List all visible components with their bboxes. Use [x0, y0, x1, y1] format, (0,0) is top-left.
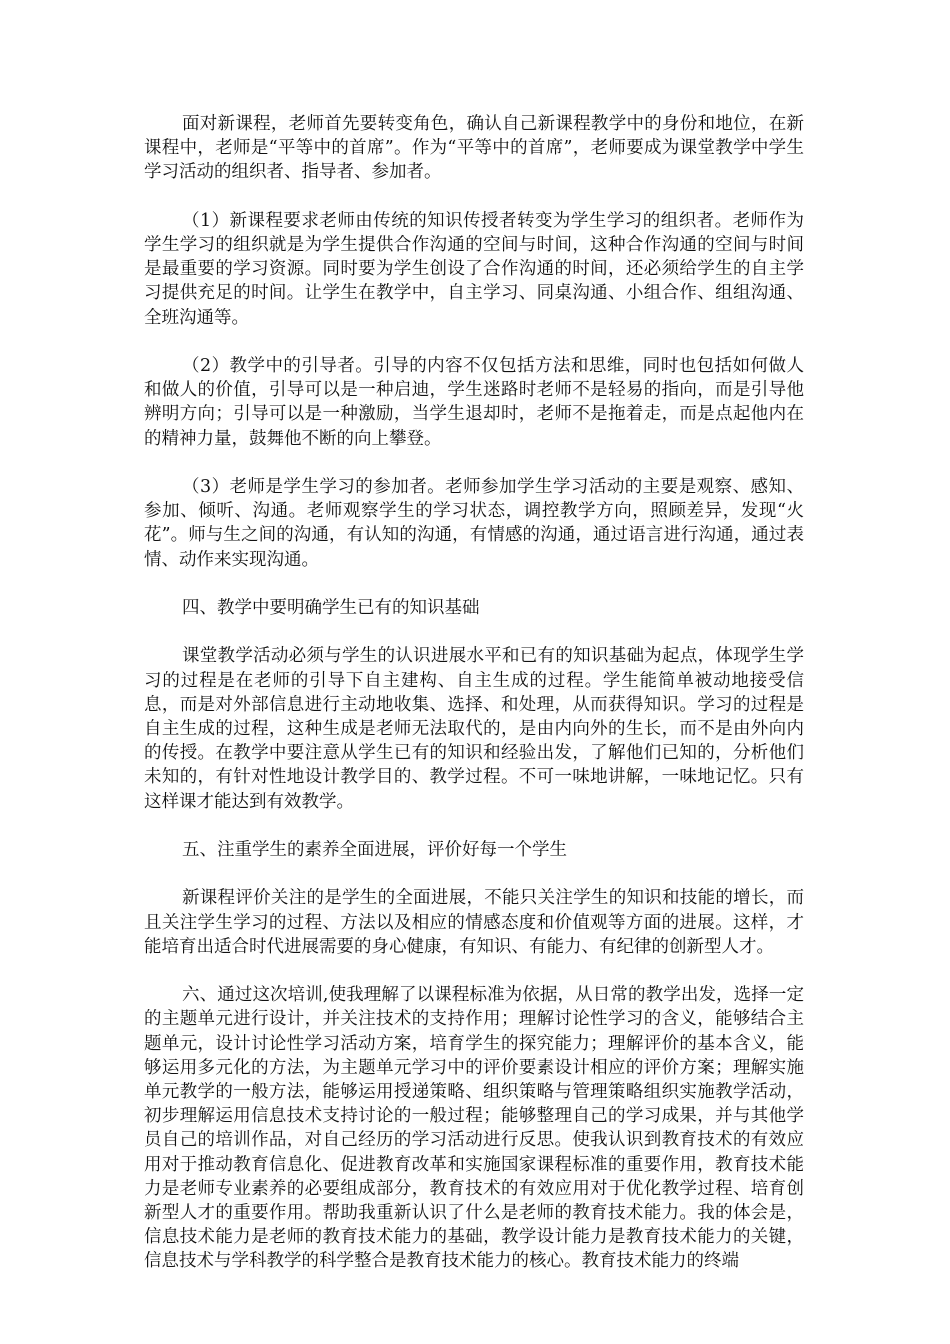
section-heading-5: 五、注重学生的素养全面进展，评价好每一个学生: [182, 840, 567, 860]
paragraph-organizer: （1）新课程要求老师由传统的知识传授者转变为学生学习的组织者。老师作为学生学习的组织就是为学生提供合作沟通的空间与时间，这种合作沟通的空间与时间是最重要的学习资源。同时要为学生创设了合作沟通的时间，还必须给学生的自主学习提供充足的时间。让学生在教学中，自主学习、同桌沟通、小组合作、组组沟通、全班沟通等。: [144, 210, 804, 328]
paragraph-training: 六、通过这次培训,使我理解了以课程标准为依据，从日常的教学出发，选择一定的主题单元进行设计，并关注技术的支持作用；理解讨论性学习的含义，能够结合主题单元，设计讨论性学习活动方案，培育学生的探究能力；理解评价的基本含义，能够运用多元化的方法，为主题单元学习中的评价要素设计相应的评价方案；理解实施单元教学的一般方法，能够运用授递策略、组织策略与管理策略组织实施教学活动，初步理解运用信息技术支持讨论的一般过程；能够整理自己的学习成果，并与其他学员自己的培训作品，对自己经历的学习活动进行反思。使我认识到教育技术的有效应用对于推动教育信息化、促进教育改革和实施国家课程标准的重要作用，教育技术能力是老师专业素养的必要组成部分，教育技术的有效应用对于优化教学过程、培育创新型人才的重要作用。帮助我重新认识了什么是老师的教育技术能力。我的体会是，信息技术能力是老师的教育技术能力的基础，教学设计能力是教育技术能力的关键，信息技术与学科教学的科学整合是教育技术能力的核心。教育技术能力的终端: [144, 985, 804, 1272]
document-body: [144, 112, 804, 1298]
paragraph-evaluation: 新课程评价关注的是学生的全面进展，不能只关注学生的知识和技能的增长，而且关注学生学习的过程、方法以及相应的情感态度和价值观等方面的进展。这样，才能培育出适合时代进展需要的身心健康，有知识、有能力、有纪律的创新型人才。: [144, 888, 804, 957]
section-heading-4: 四、教学中要明确学生已有的知识基础: [182, 598, 480, 618]
paragraph-knowledge-base: 课堂教学活动必须与学生的认识进展水平和已有的知识基础为起点，体现学生学习的过程是在老师的引导下自主建构、自主生成的过程。学生能简单被动地接受信息，而是对外部信息进行主动地收集、选择、和处理，从而获得知识。学习的过程是自主生成的过程，这种生成是老师无法取代的，是由内向外的生长，而不是由外向内的传授。在教学中要注意从学生已有的知识和经验出发，了解他们已知的，分析他们未知的，有针对性地设计教学目的、教学过程。不可一味地讲解，一味地记忆。只有这样课才能达到有效教学。: [144, 646, 804, 812]
paragraph-participant: （3）老师是学生学习的参加者。老师参加学生学习活动的主要是观察、感知、参加、倾听、沟通。老师观察学生的学习状态，调控教学方向，照顾差异，发现“火花”。师与生之间的沟通，有认知的沟通，有情感的沟通，通过语言进行沟通，通过表情、动作来实现沟通。: [144, 477, 804, 570]
paragraph-teacher-role: 面对新课程，老师首先要转变角色，确认自己新课程教学中的身份和地位，在新课程中，老师是“平等中的首席”。作为“平等中的首席”，老师要成为课堂教学中学生学习活动的组织者、指导者、参加者。: [144, 114, 804, 183]
paragraph-guide: （2）教学中的引导者。引导的内容不仅包括方法和思维，同时也包括如何做人和做人的价值，引导可以是一种启迪，学生迷路时老师不是轻易的指向，而是引导他辨明方向；引导可以是一种激励，当学生退却时，老师不是拖着走，而是点起他内在的精神力量，鼓舞他不断的向上攀登。: [144, 356, 804, 449]
